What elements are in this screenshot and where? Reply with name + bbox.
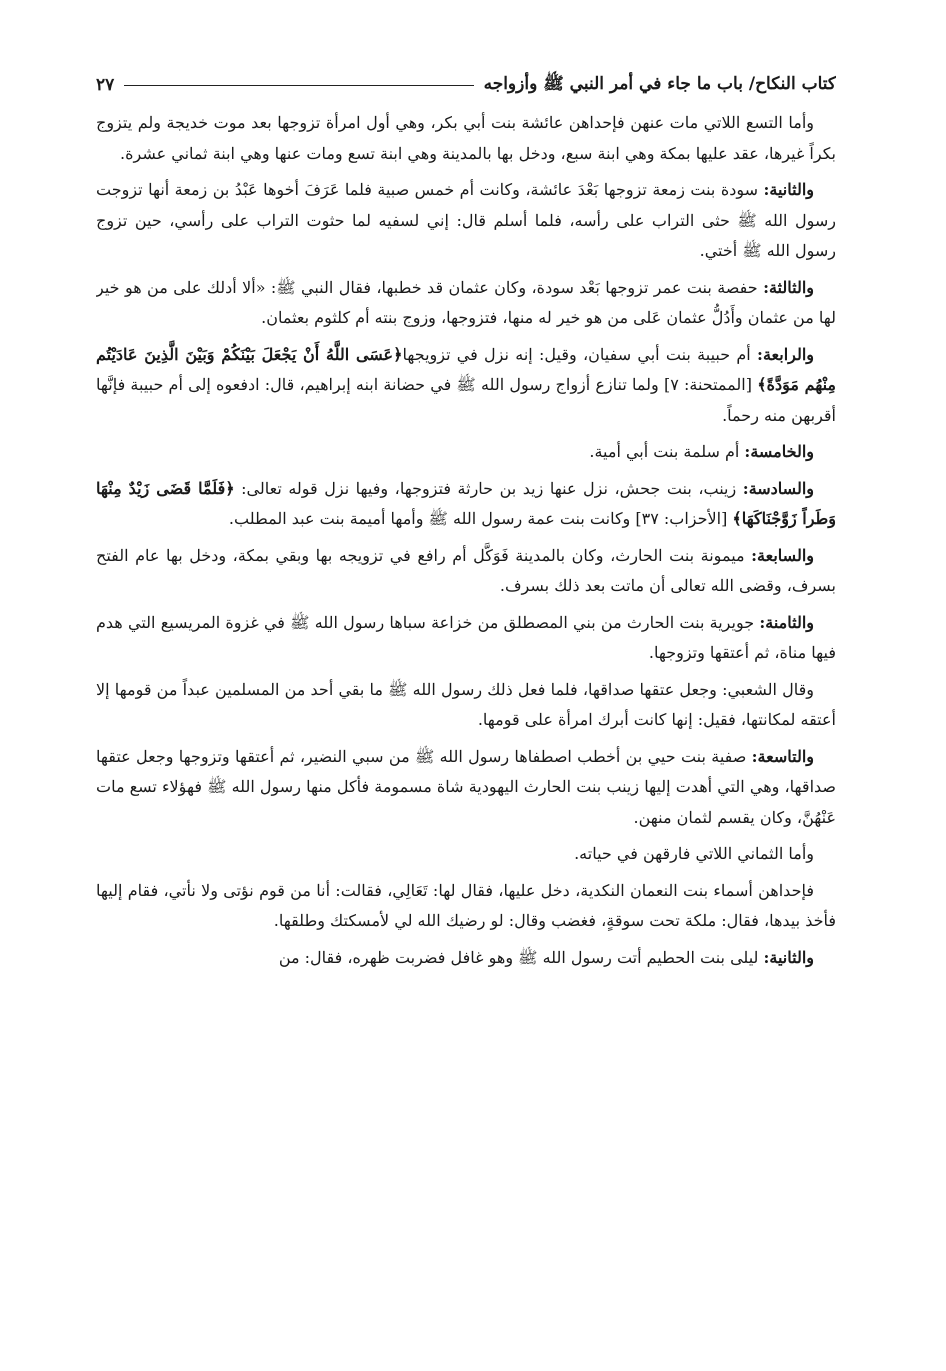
paragraph-5 [96,437,836,468]
paragraph-text: صفية بنت حيي بن أخطب اصطفاها رسول الله ﷺ من سبي النضير، ثم أعتقها وتزوجها وجعل عتقها صداقها، وهي التي أهدت إليها زينب بنت الحارث اليهودية شاة مسمومة فأكل منها رسول الله ﷺ فهؤلاء تسع مات عَنْهُنَّ، وكان يقسم لثمان منهن. [96,746,836,827]
paragraph-text: سودة بنت زمعة تزوجها بَعْدَ عائشة، وكانت أم خمس صبية فلما عَرَفَ أخوها عَبْدُ بن زمعة أنها تزوجت رسول الله ﷺ حثى التراب على رأسه، فلما أسلم قال: إني لسفيه لما حثوت التراب على رأسي، حين تزوج رسول الله ﷺ أختي. [96,180,836,260]
running-head [96,70,836,100]
paragraph-lead: والثانية: [763,947,814,967]
paragraph-text: فإحداهن أسماء بنت النعمان النكدية، دخل عليها، فقال لها: تَعَالِي، فقالت: أنا من قوم نؤتى ولا نأتي، فقام إليها فأخذ بيدها، فقال: ملكة تحت سوقةٍ، فغضب وقال: لو رضيك الله لي لأمسكتك وطلقها. [96,880,836,930]
paragraph-lead: والسادسة: [742,478,814,498]
paragraph-lead: والثامنة: [759,612,814,632]
paragraph-lead: والرابعة: [757,344,815,364]
paragraph-lead: والثانية: [763,180,814,199]
paragraph-text: أم سلمة بنت أبي أمية. [589,442,745,461]
paragraph-text: [الأحزاب: ٣٧] وكانت بنت عمة رسول الله ﷺ وأمها أميمة بنت عبد المطلب. [228,509,733,528]
page-number: ٢٧ [96,75,115,95]
paragraph-text: [الممتحنة: ٧] ولما تنازع أزواج رسول الله ﷺ في حضانة ابنه إبراهيم، قال: ادفعوه إلى أم حبيبة فإنَّها أقربهن منه رحماً. [96,375,836,425]
paragraph-lead: والخامسة: [744,442,814,461]
paragraph-13 [96,943,836,974]
paragraph-9 [96,675,836,736]
quran-verse: ﴿عَسَى اللَّهُ أَنْ يَجْعَلَ بَيْنَكُمْ وَبَيْنَ الَّذِينَ عَادَيْتُم مِنْهُم مَوَدَّةً﴾ [96,344,836,394]
paragraph-12 [96,876,836,937]
paragraph-text: ليلى بنت الحطيم أتت رسول الله ﷺ وهو غافل فضربت ظهره، فقال: من [278,947,764,967]
running-title: كتاب النكاح/ باب ما جاء في أمر النبي ﷺ وأزواجه [483,73,836,94]
paragraph-text: حفصة بنت عمر تزوجها بَعْد سودة، وكان عثمان قد خطبها، فقال النبي ﷺ: «ألا أدلك على من هو خير لها من عثمان وأَدُلُّ عثمان عَلى من هو خير له منها، فتزوجها، وزوج بنته أم كلثوم بعثمان. [96,277,836,327]
paragraph-lead: والسابعة: [751,545,814,565]
paragraph-text: وأما التسع اللاتي مات عنهن فإحداهن عائشة بنت أبي بكر، وهي أول امرأة تزوجها بعد موت خديجة ولم يتزوج بكراً غيرها، عقد عليها بمكة وهي ابنة سبع، ودخل بها بالمدينة وهي ابنة تسع ومات عنها وهي ابنة ثماني عشرة. [96,113,836,163]
paragraph-7 [96,541,836,602]
paragraph-8 [96,608,836,669]
paragraph-text: وقال الشعبي: وجعل عتقها صداقها، فلما فعل ذلك رسول الله ﷺ ما بقي أحد من المسلمين عبداً من قومها إلا أعتقه لمكانتها، فقيل: إنها كانت أبرك امرأة على قومها. [96,679,836,729]
paragraph-6 [96,474,836,535]
paragraph-3 [96,273,836,334]
body-text [96,108,836,973]
paragraph-text: زينب، بنت جحش، نزل عنها زيد بن حارثة فتزوجها، وفيها نزل قوله تعالى: [234,478,743,498]
paragraph-lead: والثالثة: [763,277,814,297]
paragraph-text: وأما الثماني اللاتي فارقهن في حياته. [574,844,814,863]
quran-verse: ﴿فَلَمَّا قَضَى زَيْدٌ مِنْهَا وَطَراً زَوَّجْنَاكَهَا﴾ [96,478,836,528]
paragraph-text: أم حبيبة بنت أبي سفيان، وقيل: إنه نزل في تزويجها [402,344,758,364]
paragraph-2 [96,175,836,267]
paragraph-10 [96,742,836,834]
paragraph-text: ميمونة بنت الحارث، وكان بالمدينة فَوَكَّل أم رافع في تزويجه بها وبقي بمكة، ودخل بها عام الفتح بسرف، وقضى الله تعالى أن ماتت بعد ذلك بسرف. [96,545,836,595]
header-rule [124,85,473,86]
paragraph-11 [96,839,836,870]
paragraph-lead: والتاسعة: [751,746,814,766]
paragraph-text: جويرية بنت الحارث من بني المصطلق من خزاعة سباها رسول الله ﷺ في غزوة المريسيع التي هدم فيها مناة، ثم أعتقها وتزوجها. [96,612,836,662]
paragraph-1 [96,108,836,169]
paragraph-4 [96,340,836,432]
book-page [96,70,836,1320]
